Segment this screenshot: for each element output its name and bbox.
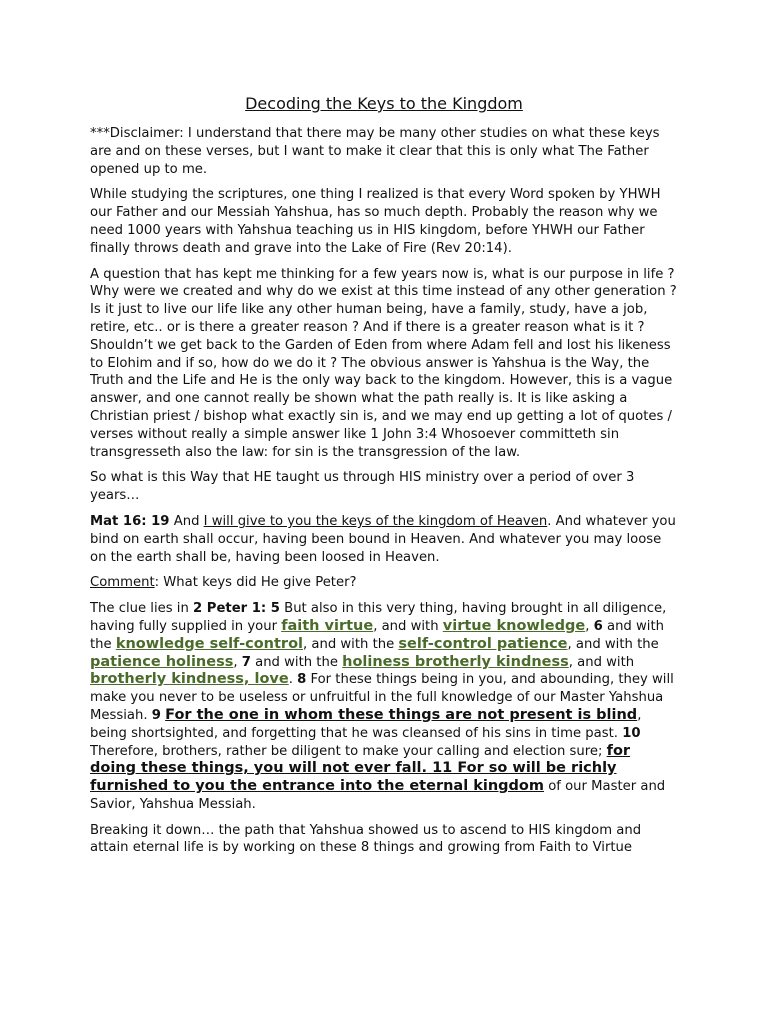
breaking-down-paragraph: Breaking it down… the path that Yahshua showed us to ascend to HIS kingdom and attain eternal life is by working on these 8 things and growing from Faith to Virtue [90, 822, 642, 856]
intro-paragraph: While studying the scriptures, one thing I realized is that every Word spoken by YHWH our Father and our Messiah Yahshua, has so much depth. Probably the reason why we need 1000 years with Yahshua teaching us in HIS kingdom, before YHWH our Father finally throws death and grave into the Lake of Fire (Rev 20:14). [90, 187, 661, 256]
mat-verse-paragraph [90, 513, 678, 566]
verse-number-6: 6 [593, 618, 603, 634]
peter-text: , being shortsighted, and forgetting that he was cleansed of his sins in time past. [90, 707, 642, 741]
peter-text: But also in this very thing, having brought in all diligence, having fully supplied in your [90, 601, 667, 634]
peter-text: , and with the [303, 636, 399, 652]
way-paragraph: So what is this Way that HE taught us through HIS ministry over a period of over 3 years… [90, 470, 635, 504]
mat-text: And [169, 513, 204, 529]
peter-text: The clue lies in [90, 601, 194, 617]
page-title: Decoding the Keys to the Kingdom [245, 94, 523, 113]
highlight-virtue-knowledge: virtue knowledge [442, 617, 586, 634]
peter-verse-paragraph [90, 600, 678, 814]
mat-reference: Mat 16: 19 [90, 513, 170, 529]
highlight-self-control-patience: self-control patience [398, 635, 568, 652]
highlight-knowledge-self-control: knowledge self-control [115, 635, 304, 652]
peter-text: , [233, 654, 242, 670]
highlight-holiness-brotherly-kindness: holiness brotherly kindness [342, 653, 569, 670]
comment-paragraph [90, 574, 678, 592]
peter-text: For these things being in you, and abounding, they will make you never to be useless or unfruitful in the full knowledge of our Master Yahshua Messiah. [90, 672, 674, 723]
peter-text: , and with [568, 654, 635, 670]
mat-text-continued: . And whatever you bind on earth shall occur, having been bound in Heaven. And whatever you may loose on the earth shall be, having been loosed in Heaven. [90, 513, 676, 565]
peter-reference: 2 Peter 1: 5 [193, 601, 280, 617]
comment-label: Comment [90, 575, 155, 591]
highlight-brotherly-kindness-love: brotherly kindness, love [90, 671, 289, 688]
mat-keys-quote: I will give to you the keys of the kingdom of Heaven [203, 513, 548, 529]
highlight-faith-virtue: faith virtue [281, 617, 374, 634]
peter-text: of our Master and Savior, Yahshua Messiah. [90, 779, 666, 812]
purpose-paragraph: A question that has kept me thinking for a few years now is, what is our purpose in life ? Why were we created and why do we exist at this time instead of any other generation ? Is it just to live our life like any other human being, have a family, study, have a job, retire, etc.. or is there a greater reason ? And if there is a greater reason what is it ? Shouldn’t we get back to the Garden of Eden from where Adam fell and lost his likeness to Elohim and if so, how do we do it ? The obvious answer is Yahshua is the Way, the Truth and the Life and He is the only way back to the kingdom. However, this is a vague answer, and one cannot really be shown what the path really is. It is like asking a Christian priest / bishop what exactly sin is, and we may end up getting a lot of quotes / verses without really a simple answer like 1 John 3:4 Whosoever committeth sin transgresseth also the law: for sin is the transgression of the law. [90, 266, 677, 460]
peter-text: and with the [250, 654, 343, 670]
verse-number-10: 10 [622, 725, 641, 741]
comment-text: : What keys did He give Peter? [154, 575, 357, 591]
verse-number-7: 7 [241, 654, 251, 670]
peter-text: and with the [90, 618, 664, 652]
peter-text: , and with [373, 618, 443, 634]
disclaimer-paragraph: ***Disclaimer: I understand that there may be many other studies on what these keys are and on these verses, but I want to make it clear that this is only what The Father opened up to me. [90, 126, 660, 177]
emphasis-eternal-kingdom: for doing these things, you will not ever fall. 11 For so will be richly furnished to you the entrance into the eternal kingdom [90, 742, 631, 795]
verse-number-8: 8 [297, 672, 307, 688]
peter-text: Therefore, brothers, rather be diligent to make your calling and election sure; [90, 743, 607, 759]
peter-text: , and with the [567, 636, 659, 652]
highlight-patience-holiness: patience holiness [90, 653, 234, 670]
peter-text: . [288, 672, 298, 688]
verse-number-9: 9 [151, 707, 161, 723]
emphasis-blind: For the one in whom these things are not present is blind [165, 706, 638, 723]
peter-text: , [585, 618, 594, 634]
